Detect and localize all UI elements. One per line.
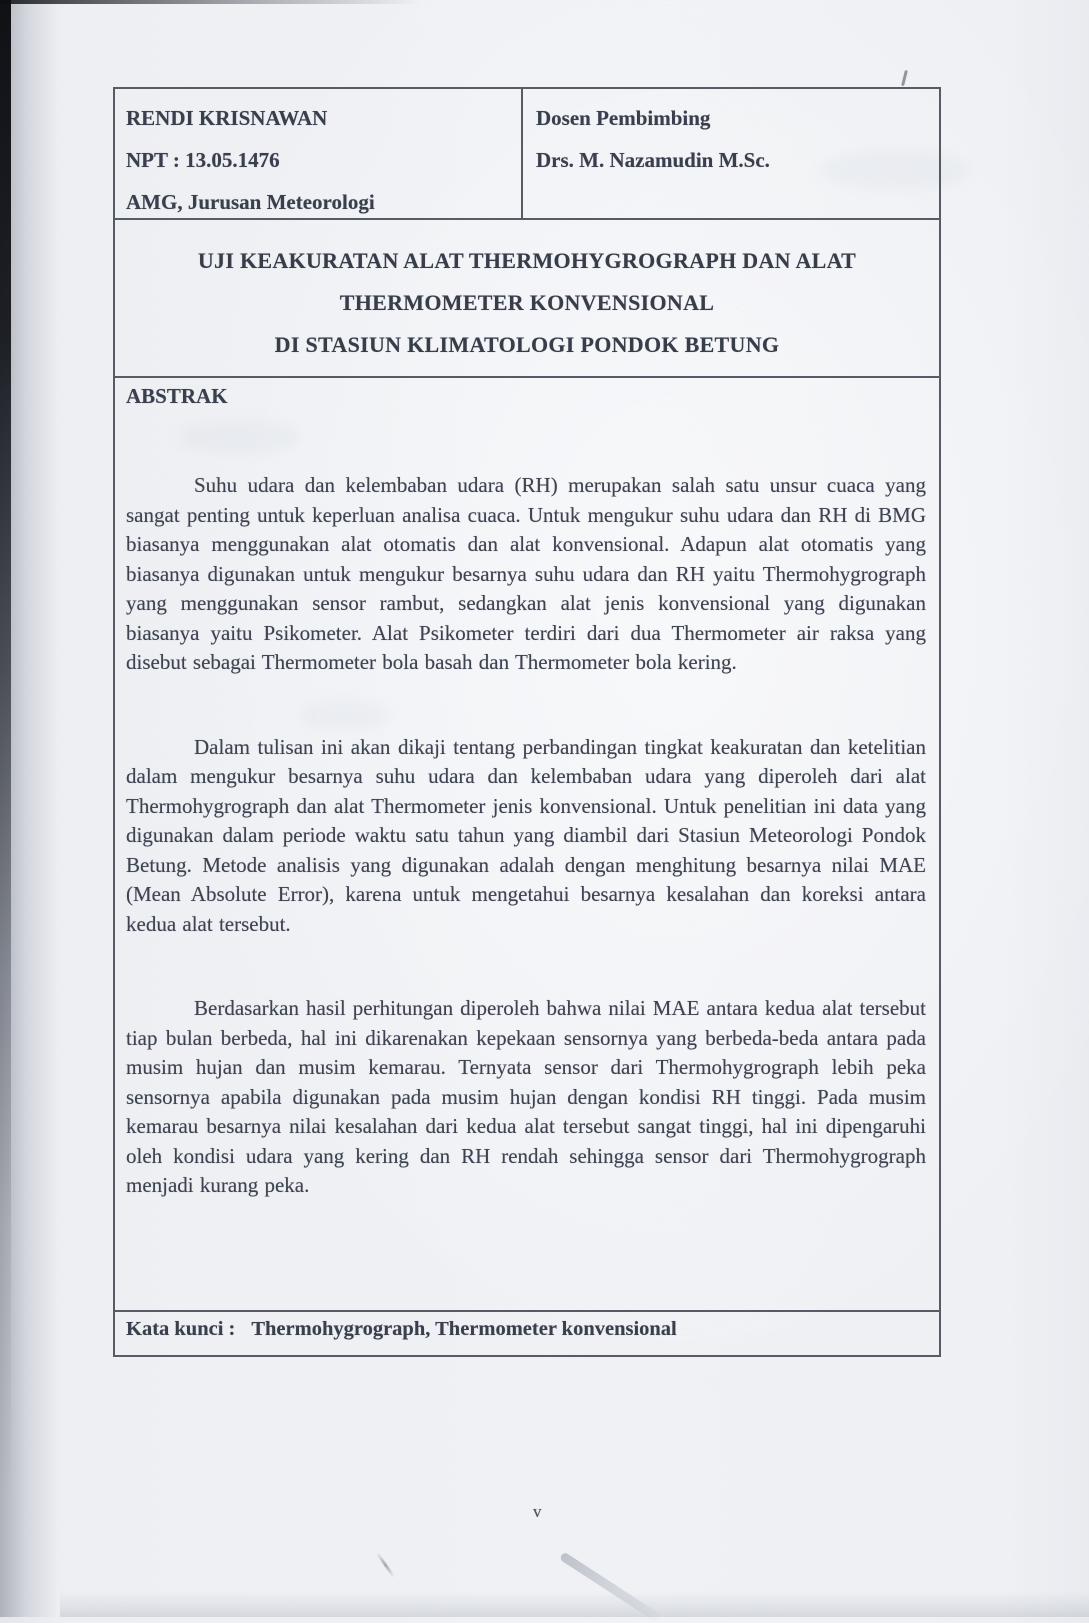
student-npt: NPT : 13.05.1476 <box>126 148 280 172</box>
scan-band-bottom <box>60 1591 1089 1617</box>
keywords-label: Kata kunci : <box>126 1318 236 1340</box>
pen-tick-mark <box>901 70 907 86</box>
scan-edge-left <box>0 0 11 1500</box>
thesis-title-line-2: THERMOMETER KONVENSIONAL <box>339 290 715 315</box>
section-heading-abstrak: ABSTRAK <box>126 384 228 408</box>
header-row <box>115 89 939 220</box>
abstract-paragraph-3: Berdasarkan hasil perhitungan diperoleh bahwa nilai MAE antara kedua alat tersebut tiap bulan berbeda, hal ini dikarenakan kepekaan sensornya yang berbeda-beda antara pada musim hujan dan musim kemarau. Ternyata sensor dari Thermohygrograph lebih peka sensornya apabila digunakan pada musim hujan dengan kondisi RH tinggi. Pada musim kemarau besarnya nilai kesalahan dari kedua alat tersebut sangat tinggi, hal ini dipengaruhi oleh kondisi udara yang kering dan RH rendah sehingga sensor dari Thermohygrograph menjadi kurang peka. <box>126 996 926 1197</box>
supervisor-name: Drs. M. Nazamudin M.Sc. <box>536 148 770 172</box>
page-number: v <box>533 1502 542 1521</box>
student-info-cell <box>115 89 523 218</box>
thesis-title-line-1: UJI KEAKURATAN ALAT THERMOHYGROGRAPH DAN ALAT <box>197 248 857 273</box>
student-affiliation: AMG, Jurusan Meteorologi <box>126 190 375 214</box>
abstract-paragraph-2: Dalam tulisan ini akan dikaji tentang perbandingan tingkat keakuratan dan ketelitian dalam mengukur besarnya suhu udara dan kelembaban udara yang diperoleh dari alat Thermohygrograph dan alat Thermometer jenis konvensional. Untuk penelitian ini data yang digunakan dalam periode waktu satu tahun yang diambil dari Stasiun Meteorologi Pondok Betung. Metode analisis yang digunakan adalah dengan menghitung besarnya nilai MAE (Mean Absolute Error), karena untuk mengetahui besarnya kesalahan dan koreksi antara kedua alat tersebut. <box>126 734 926 936</box>
thesis-title-line-3: DI STASIUN KLIMATOLOGI PONDOK BETUNG <box>274 332 780 357</box>
supervisor-cell <box>523 89 939 218</box>
thesis-title <box>115 220 939 378</box>
abstract-table <box>113 87 941 1357</box>
supervisor-label: Dosen Pembimbing <box>536 106 711 130</box>
keywords-row <box>115 1312 939 1355</box>
keywords-value: Thermohygrograph, Thermometer konvensional <box>251 1318 677 1340</box>
pencil-mark <box>376 1552 396 1578</box>
abstract-paragraph-1: Suhu udara dan kelembaban udara (RH) merupakan salah satu unsur cuaca yang sangat penting untuk keperluan analisa cuaca. Untuk mengukur suhu udara dan RH di BMG biasanya menggunakan alat otomatis dan alat konvensional. Adapun alat otomatis yang biasanya digunakan untuk mengukur besarnya suhu udara dan RH yaitu Thermohygrograph yang menggunakan sensor rambut, sedangkan alat jenis konvensional yang digunakan biasanya yaitu Psikometer. Alat Psikometer terdiri dari dua Thermometer air raksa yang disebut sebagai Thermometer bola basah dan Thermometer bola kering. <box>126 473 926 674</box>
scan-edge-top <box>0 0 420 4</box>
student-name: RENDI KRISNAWAN <box>126 106 328 130</box>
abstract-section <box>115 378 939 1312</box>
